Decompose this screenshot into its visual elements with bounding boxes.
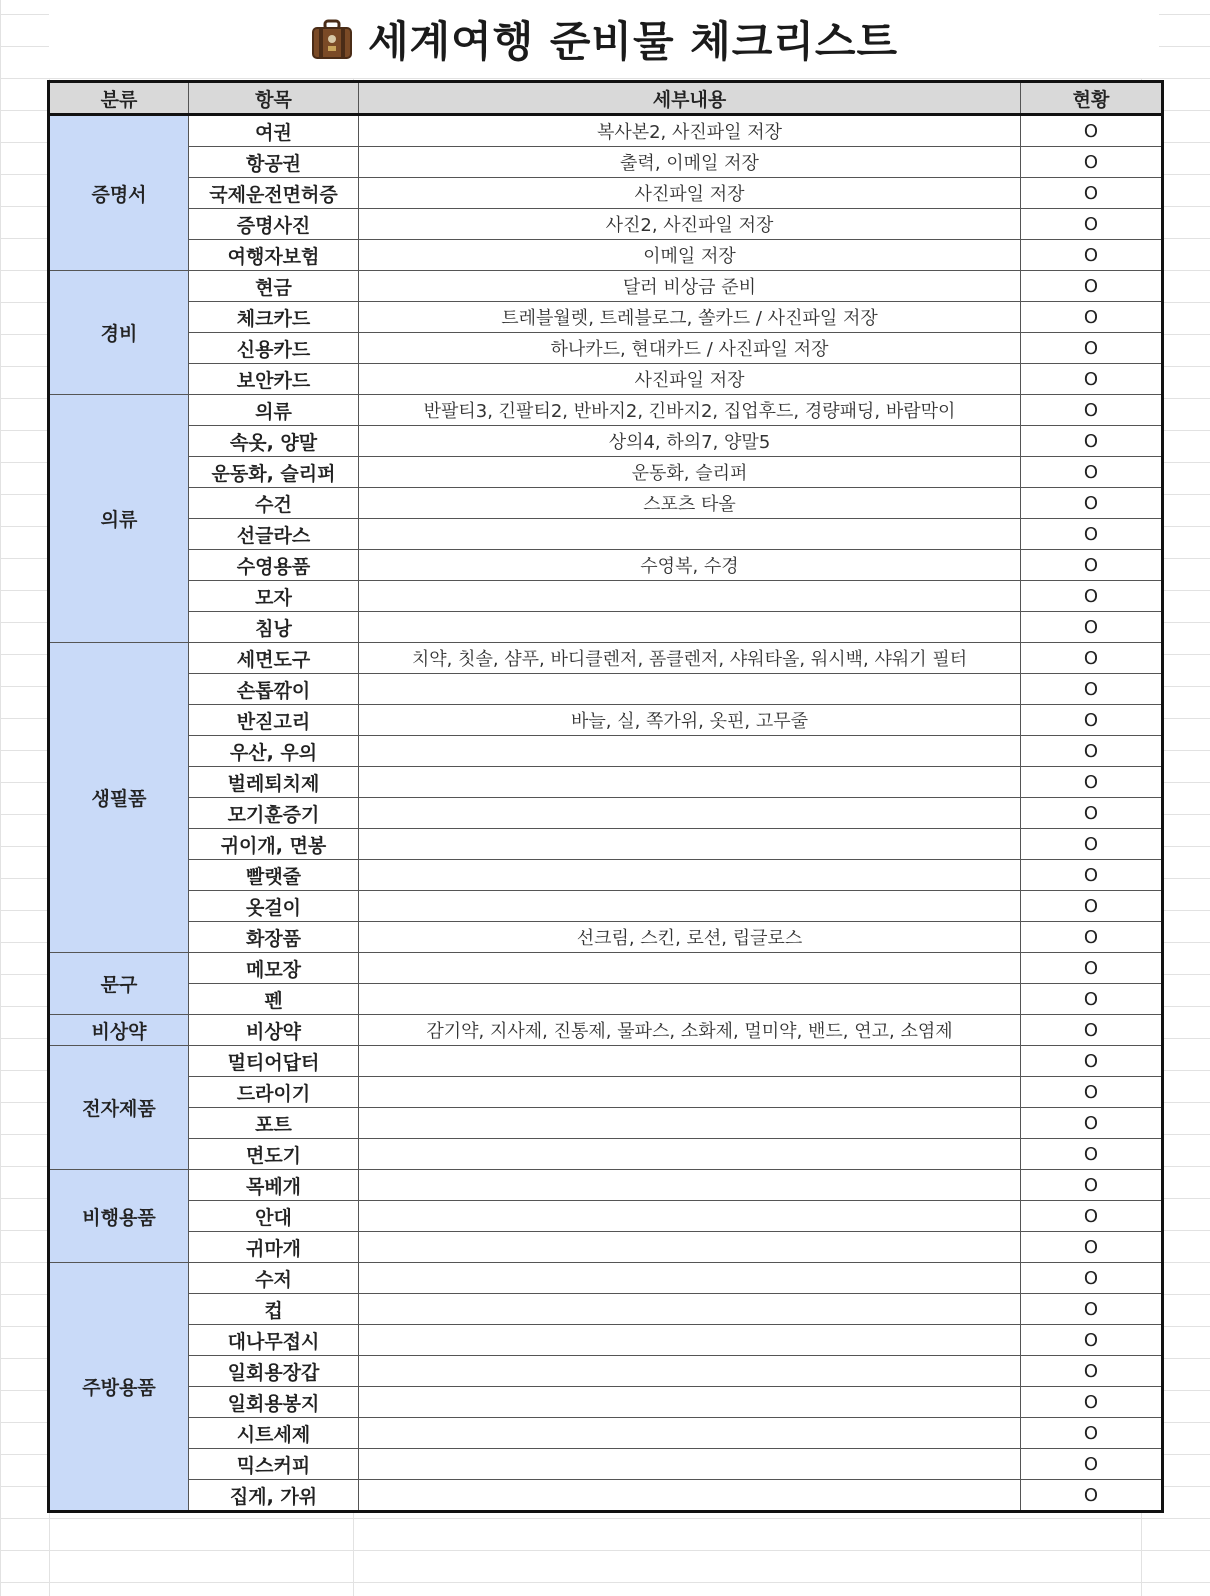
item-cell: 수영용품 — [189, 550, 359, 581]
checklist-table — [47, 80, 1164, 1513]
header-detail: 세부내용 — [359, 82, 1021, 115]
detail-cell — [359, 860, 1021, 891]
table-row — [49, 333, 1163, 364]
status-cell: O — [1021, 271, 1163, 302]
item-cell: 메모장 — [189, 953, 359, 984]
status-cell: O — [1021, 891, 1163, 922]
detail-cell — [359, 767, 1021, 798]
status-cell: O — [1021, 1356, 1163, 1387]
status-cell: O — [1021, 1480, 1163, 1512]
item-cell: 모기훈증기 — [189, 798, 359, 829]
detail-cell — [359, 612, 1021, 643]
status-cell: O — [1021, 736, 1163, 767]
status-cell: O — [1021, 1449, 1163, 1480]
table-row — [49, 147, 1163, 178]
item-cell: 우산, 우의 — [189, 736, 359, 767]
table-row — [49, 674, 1163, 705]
checklist-body — [49, 115, 1163, 1512]
table-row — [49, 581, 1163, 612]
status-cell: O — [1021, 395, 1163, 426]
item-cell: 의류 — [189, 395, 359, 426]
detail-cell — [359, 1294, 1021, 1325]
item-cell: 면도기 — [189, 1139, 359, 1170]
item-cell: 비상약 — [189, 1015, 359, 1046]
table-row — [49, 953, 1163, 984]
table-row — [49, 1077, 1163, 1108]
table-row — [49, 705, 1163, 736]
detail-cell: 수영복, 수경 — [359, 550, 1021, 581]
category-cell: 전자제품 — [49, 1046, 189, 1170]
detail-cell: 하나카드, 현대카드 / 사진파일 저장 — [359, 333, 1021, 364]
item-cell: 벌레퇴치제 — [189, 767, 359, 798]
item-cell: 빨랫줄 — [189, 860, 359, 891]
item-cell: 시트세제 — [189, 1418, 359, 1449]
status-cell: O — [1021, 550, 1163, 581]
item-cell: 체크카드 — [189, 302, 359, 333]
suitcase-icon — [310, 17, 354, 61]
table-row — [49, 922, 1163, 953]
detail-cell — [359, 1356, 1021, 1387]
detail-cell: 사진파일 저장 — [359, 364, 1021, 395]
item-cell: 여행자보험 — [189, 240, 359, 271]
detail-cell — [359, 829, 1021, 860]
status-cell: O — [1021, 1263, 1163, 1294]
item-cell: 집게, 가위 — [189, 1480, 359, 1512]
item-cell: 일회용장갑 — [189, 1356, 359, 1387]
table-row — [49, 1294, 1163, 1325]
item-cell: 믹스커피 — [189, 1449, 359, 1480]
detail-cell — [359, 1263, 1021, 1294]
detail-cell: 상의4, 하의7, 양말5 — [359, 426, 1021, 457]
detail-cell — [359, 736, 1021, 767]
status-cell: O — [1021, 457, 1163, 488]
category-cell: 비행용품 — [49, 1170, 189, 1263]
item-cell: 반짇고리 — [189, 705, 359, 736]
category-cell: 주방용품 — [49, 1263, 189, 1512]
detail-cell: 사진2, 사진파일 저장 — [359, 209, 1021, 240]
status-cell: O — [1021, 1201, 1163, 1232]
table-row — [49, 1232, 1163, 1263]
item-cell: 운동화, 슬리퍼 — [189, 457, 359, 488]
status-cell: O — [1021, 333, 1163, 364]
table-row — [49, 1449, 1163, 1480]
page-title: 세계여행 준비물 체크리스트 — [367, 17, 899, 66]
status-cell: O — [1021, 953, 1163, 984]
table-row — [49, 1046, 1163, 1077]
detail-cell — [359, 1325, 1021, 1356]
table-row — [49, 1015, 1163, 1046]
category-cell: 비상약 — [49, 1015, 189, 1046]
table-row — [49, 426, 1163, 457]
status-cell: O — [1021, 984, 1163, 1015]
item-cell: 펜 — [189, 984, 359, 1015]
table-row — [49, 1356, 1163, 1387]
item-cell: 속옷, 양말 — [189, 426, 359, 457]
table-row — [49, 1108, 1163, 1139]
table-row — [49, 178, 1163, 209]
detail-cell — [359, 519, 1021, 550]
status-cell: O — [1021, 1015, 1163, 1046]
status-cell: O — [1021, 1046, 1163, 1077]
detail-cell: 치약, 칫솔, 샴푸, 바디클렌저, 폼클렌저, 샤워타올, 워시백, 샤워기 필터 — [359, 643, 1021, 674]
status-cell: O — [1021, 829, 1163, 860]
table-row — [49, 1387, 1163, 1418]
item-cell: 손톱깎이 — [189, 674, 359, 705]
item-cell: 일회용봉지 — [189, 1387, 359, 1418]
detail-cell — [359, 674, 1021, 705]
table-row — [49, 240, 1163, 271]
item-cell: 옷걸이 — [189, 891, 359, 922]
status-cell: O — [1021, 798, 1163, 829]
status-cell: O — [1021, 1139, 1163, 1170]
item-cell: 침낭 — [189, 612, 359, 643]
status-cell: O — [1021, 1418, 1163, 1449]
table-row — [49, 271, 1163, 302]
item-cell: 귀이개, 면봉 — [189, 829, 359, 860]
status-cell: O — [1021, 581, 1163, 612]
item-cell: 귀마개 — [189, 1232, 359, 1263]
detail-cell — [359, 891, 1021, 922]
detail-cell — [359, 1232, 1021, 1263]
item-cell: 증명사진 — [189, 209, 359, 240]
detail-cell: 감기약, 지사제, 진통제, 물파스, 소화제, 멀미약, 밴드, 연고, 소염제 — [359, 1015, 1021, 1046]
table-row — [49, 488, 1163, 519]
status-cell: O — [1021, 860, 1163, 891]
detail-cell: 복사본2, 사진파일 저장 — [359, 115, 1021, 147]
table-row — [49, 612, 1163, 643]
item-cell: 수건 — [189, 488, 359, 519]
table-row — [49, 1325, 1163, 1356]
detail-cell: 트레블월렛, 트레블로그, 쏠카드 / 사진파일 저장 — [359, 302, 1021, 333]
table-row — [49, 767, 1163, 798]
table-row — [49, 891, 1163, 922]
status-cell: O — [1021, 922, 1163, 953]
detail-cell — [359, 1387, 1021, 1418]
table-row — [49, 984, 1163, 1015]
status-cell: O — [1021, 1325, 1163, 1356]
item-cell: 보안카드 — [189, 364, 359, 395]
table-row — [49, 1170, 1163, 1201]
status-cell: O — [1021, 302, 1163, 333]
header-row — [49, 82, 1163, 115]
detail-cell: 사진파일 저장 — [359, 178, 1021, 209]
status-cell: O — [1021, 426, 1163, 457]
category-cell: 생필품 — [49, 643, 189, 953]
item-cell: 모자 — [189, 581, 359, 612]
table-row — [49, 1201, 1163, 1232]
detail-cell — [359, 953, 1021, 984]
table-row — [49, 364, 1163, 395]
detail-cell — [359, 1046, 1021, 1077]
detail-cell: 운동화, 슬리퍼 — [359, 457, 1021, 488]
status-cell: O — [1021, 1232, 1163, 1263]
table-row — [49, 550, 1163, 581]
detail-cell — [359, 1201, 1021, 1232]
table-row — [49, 1263, 1163, 1294]
detail-cell — [359, 1108, 1021, 1139]
category-cell: 문구 — [49, 953, 189, 1015]
detail-cell: 출력, 이메일 저장 — [359, 147, 1021, 178]
title-bar — [49, 0, 1159, 78]
table-row — [49, 115, 1163, 147]
status-cell: O — [1021, 115, 1163, 147]
detail-cell: 스포츠 타올 — [359, 488, 1021, 519]
detail-cell — [359, 1170, 1021, 1201]
status-cell: O — [1021, 178, 1163, 209]
category-cell: 의류 — [49, 395, 189, 643]
item-cell: 멀티어답터 — [189, 1046, 359, 1077]
status-cell: O — [1021, 147, 1163, 178]
status-cell: O — [1021, 643, 1163, 674]
status-cell: O — [1021, 1387, 1163, 1418]
header-item: 항목 — [189, 82, 359, 115]
table-row — [49, 519, 1163, 550]
table-row — [49, 302, 1163, 333]
status-cell: O — [1021, 612, 1163, 643]
item-cell: 안대 — [189, 1201, 359, 1232]
item-cell: 국제운전면허증 — [189, 178, 359, 209]
table-row — [49, 395, 1163, 426]
item-cell: 포트 — [189, 1108, 359, 1139]
table-row — [49, 736, 1163, 767]
status-cell: O — [1021, 209, 1163, 240]
table-row — [49, 798, 1163, 829]
item-cell: 목베개 — [189, 1170, 359, 1201]
status-cell: O — [1021, 705, 1163, 736]
item-cell: 세면도구 — [189, 643, 359, 674]
detail-cell — [359, 1418, 1021, 1449]
detail-cell: 달러 비상금 준비 — [359, 271, 1021, 302]
table-row — [49, 1418, 1163, 1449]
category-cell: 경비 — [49, 271, 189, 395]
detail-cell: 이메일 저장 — [359, 240, 1021, 271]
item-cell: 수저 — [189, 1263, 359, 1294]
item-cell: 화장품 — [189, 922, 359, 953]
table-row — [49, 860, 1163, 891]
status-cell: O — [1021, 240, 1163, 271]
status-cell: O — [1021, 1294, 1163, 1325]
item-cell: 여권 — [189, 115, 359, 147]
category-cell: 증명서 — [49, 115, 189, 271]
header-status: 현황 — [1021, 82, 1163, 115]
status-cell: O — [1021, 488, 1163, 519]
detail-cell — [359, 1077, 1021, 1108]
table-row — [49, 643, 1163, 674]
table-row — [49, 457, 1163, 488]
item-cell: 드라이기 — [189, 1077, 359, 1108]
detail-cell — [359, 984, 1021, 1015]
detail-cell: 반팔티3, 긴팔티2, 반바지2, 긴바지2, 집업후드, 경량패딩, 바람막이 — [359, 395, 1021, 426]
item-cell: 컵 — [189, 1294, 359, 1325]
detail-cell — [359, 798, 1021, 829]
table-row — [49, 1139, 1163, 1170]
status-cell: O — [1021, 767, 1163, 798]
status-cell: O — [1021, 1108, 1163, 1139]
status-cell: O — [1021, 1077, 1163, 1108]
item-cell: 현금 — [189, 271, 359, 302]
item-cell: 선글라스 — [189, 519, 359, 550]
status-cell: O — [1021, 1170, 1163, 1201]
status-cell: O — [1021, 519, 1163, 550]
item-cell: 항공권 — [189, 147, 359, 178]
detail-cell: 선크림, 스킨, 로션, 립글로스 — [359, 922, 1021, 953]
header-category: 분류 — [49, 82, 189, 115]
detail-cell — [359, 581, 1021, 612]
detail-cell — [359, 1480, 1021, 1512]
detail-cell — [359, 1139, 1021, 1170]
table-row — [49, 209, 1163, 240]
status-cell: O — [1021, 364, 1163, 395]
table-row — [49, 829, 1163, 860]
status-cell: O — [1021, 674, 1163, 705]
detail-cell: 바늘, 실, 쪽가위, 옷핀, 고무줄 — [359, 705, 1021, 736]
detail-cell — [359, 1449, 1021, 1480]
table-row — [49, 1480, 1163, 1512]
item-cell: 대나무접시 — [189, 1325, 359, 1356]
item-cell: 신용카드 — [189, 333, 359, 364]
